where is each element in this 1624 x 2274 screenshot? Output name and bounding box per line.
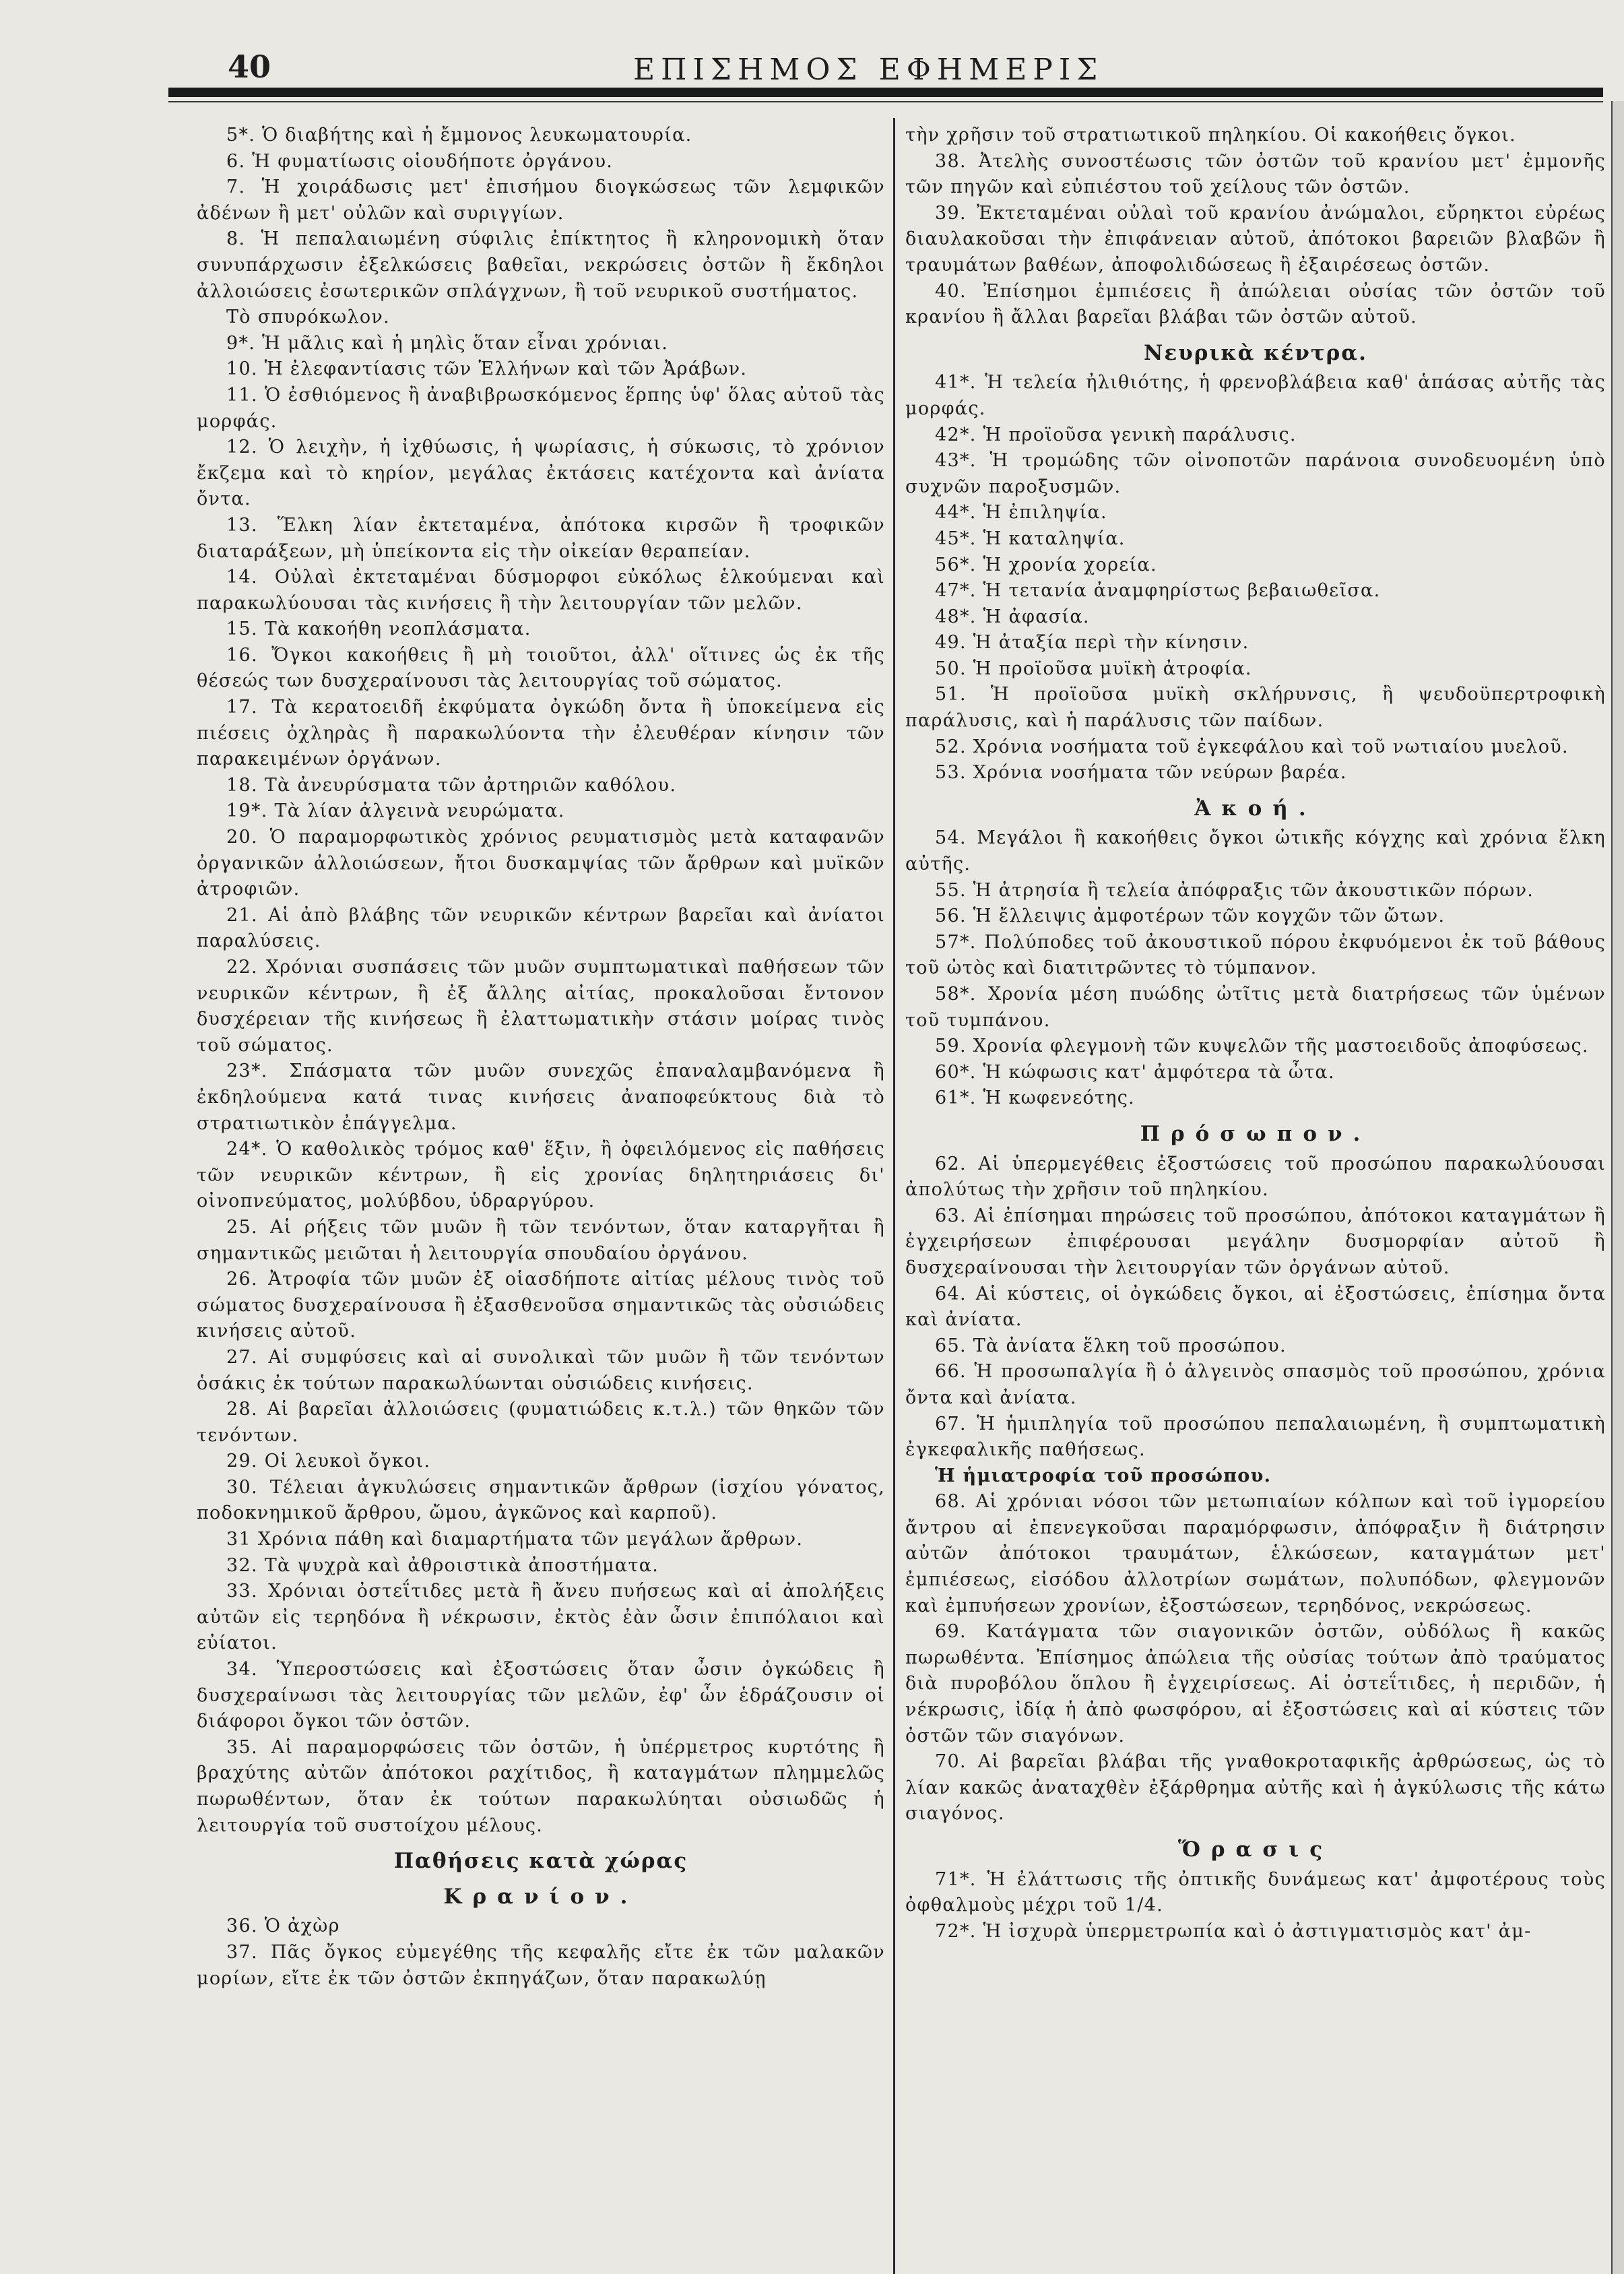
section-heading: Πρόσωπον. bbox=[1140, 1121, 1371, 1146]
list-item: 50. Ἡ προϊοῦσα μυϊκὴ ἀτροφία. bbox=[935, 658, 1252, 679]
list-item: 24*. Ὁ καθολικὸς τρόμος καθ' ἕξιν, ἢ ὀφειλόμενος εἰς παθήσεις τῶν νευρικῶν κέντρων, ἢ εἰς χρονίας δηλητηριάσεις δι' οἰνοπνεύματος, μολύβδου, ὑδραργύρου. bbox=[197, 1139, 885, 1212]
list-item: 51. Ἡ προϊοῦσα μυϊκὴ σκλήρυνσις, ἢ ψευδοϋπερτροφικὴ παράλυσις, καὶ ἡ παράλυσις τῶν παίδων. bbox=[905, 684, 1606, 732]
list-item: 42*. Ἡ προϊοῦσα γενικὴ παράλυσις. bbox=[935, 424, 1297, 445]
list-item: 22. Χρόνιαι συσπάσεις τῶν μυῶν συμπτωματικαὶ παθήσεων τῶν νευρικῶν κέντρων, ἢ ἐξ ἄλλης αἰτίας, προκαλοῦσαι ἔντονον δυσχέρειαν τῆς κινήσεως ἢ ἐλαττωματικὴν στάσιν μοίρας τινὸς τοῦ σώματος. bbox=[197, 957, 885, 1056]
list-item: 36. Ὁ ἀχὼρ bbox=[226, 1916, 340, 1937]
left-column bbox=[197, 123, 885, 1992]
list-item: 67. Ἡ ἡμιπληγία τοῦ προσώπου πεπαλαιωμένη, ἢ συμπτωματικὴ ἐγκεφαλικῆς παθήσεως. bbox=[905, 1413, 1606, 1461]
list-item: 68. Αἱ χρόνιαι νόσοι τῶν μετωπιαίων κόλπων καὶ τοῦ ἰγμορείου ἄντρου αἱ ἐπενεγκοῦσαι παραμόρφωσιν, ἀπόφραξιν ἢ διάτρησιν αὐτῶν ἀπότοκοι τραυμάτων, ἑλκώσεων, καταγμάτων μετ' ἐμπιέσεως, εἰσόδου ἀλλοτρίων σωμάτων, πολυπόδων, φλεγμονῶν καὶ ἐμπυήσεων χρονίων, ἐξοστώσεων, τερηδόνος, νεκρώσεως. bbox=[905, 1491, 1606, 1616]
list-item: 64. Αἱ κύστεις, οἱ ὀγκώδεις ὄγκοι, αἱ ἐξοστώσεις, ἐπίσημα ὄντα καὶ ἀνίατα. bbox=[905, 1283, 1606, 1331]
list-item: 56*. Ἡ χρονία χορεία. bbox=[935, 554, 1157, 575]
right-column bbox=[905, 123, 1606, 1945]
list-item: 16. Ὄγκοι κακοήθεις ἢ μὴ τοιοῦτοι, ἀλλ' οἵτινες ὡς ἐκ τῆς θέσεώς των δυσχεραίνουσι τὰς λειτουργίας τοῦ σώματος. bbox=[197, 644, 885, 692]
list-item: 48*. Ἡ ἀφασία. bbox=[935, 606, 1090, 627]
list-item: 62. Αἱ ὑπερμεγέθεις ἐξοστώσεις τοῦ προσώπου παρακωλύουσαι ἀπολύτως τὴν χρῆσιν τοῦ πηληκίου. bbox=[905, 1153, 1606, 1201]
list-item: 7. Ἡ χοιράδωσις μετ' ἐπισήμου διογκώσεως τῶν λεμφικῶν ἀδένων ἢ μετ' οὐλῶν καὶ συριγγίων. bbox=[197, 177, 885, 224]
list-item: 71*. Ἡ ἐλάττωσις τῆς ὀπτικῆς δυνάμεως κατ' ἀμφοτέρους τοὺς ὀφθαλμοὺς μέχρι τοῦ 1/4. bbox=[905, 1868, 1606, 1916]
list-item: 23*. Σπάσματα τῶν μυῶν συνεχῶς ἐπαναλαμβανόμενα ἢ ἐκδηλούμενα κατά τινας κινήσεις ἀναποφεύκτους διὰ τὸ στρατιωτικὸν ἐπάγγελμα. bbox=[197, 1061, 885, 1134]
list-item: 12. Ὁ λειχὴν, ἡ ἰχθύωσις, ἡ ψωρίασις, ἡ σύκωσις, τὸ χρόνιον ἔκζεμα καὶ τὸ κηρίον, μεγάλας ἐκτάσεις κατέχοντα καὶ ἀνίατα ὄντα. bbox=[197, 437, 885, 510]
continued-paragraph: τὴν χρῆσιν τοῦ στρατιωτικοῦ πηληκίου. Οἱ κακοήθεις ὄγκοι. bbox=[905, 125, 1516, 146]
section-heading: Ἀκοή. bbox=[1194, 796, 1317, 821]
list-item: 63. Αἱ ἐπίσημαι πηρώσεις τοῦ προσώπου, ἀπότοκοι καταγμάτων ἢ ἐγχειρήσεων ἐπιφέρουσαι μεγάλην δυσμορφίαν αὐτοῦ ἢ δυσχεραίνουσαι τὴν λειτουργίαν τῶν ὀργάνων αὐτοῦ. bbox=[905, 1205, 1606, 1278]
list-item: 9*. Ἡ μᾶλις καὶ ἡ μηλὶς ὅταν εἶναι χρόνιαι. bbox=[226, 332, 669, 354]
list-item: 20. Ὁ παραμορφωτικὸς χρόνιος ρευματισμὸς μετὰ καταφανῶν ὀργανικῶν ἀλλοιώσεων, ἤτοι δυσκαμψίας τῶν ἄρθρων καὶ μυϊκῶν ἀτροφιῶν. bbox=[197, 827, 885, 900]
list-item: 65. Τὰ ἀνίατα ἕλκη τοῦ προσώπου. bbox=[935, 1335, 1287, 1356]
list-item: 45*. Ἡ καταληψία. bbox=[935, 528, 1126, 549]
list-item: 30. Τέλειαι ἀγκυλώσεις σημαντικῶν ἄρθρων (ἰσχίου γόνατος, ποδοκνημικοῦ ἄρθρου, ὤμου, ἀγκῶνος καὶ καρποῦ). bbox=[197, 1476, 885, 1524]
list-item: 32. Τὰ ψυχρὰ καὶ ἀθροιστικὰ ἀποστήματα. bbox=[226, 1554, 659, 1576]
list-item: 8. Ἡ πεπαλαιωμένη σύφιλις ἐπίκτητος ἢ κληρονομικὴ ὅταν συνυπάρχωσιν ἐξελκώσεις βαθεῖαι, νεκρώσεις ὀστῶν ἢ ἔκδηλοι ἀλλοιώσεις ἐσωτερικῶν σπλάγχνων, ἢ τοῦ νευρικοῦ συστήματος. bbox=[197, 228, 885, 302]
list-item: 44*. Ἡ ἐπιληψία. bbox=[935, 502, 1107, 524]
list-item: 18. Τὰ ἀνευρύσματα τῶν ἀρτηριῶν καθόλου. bbox=[226, 774, 677, 796]
list-item: 47*. Ἡ τετανία ἀναμφηρίστως βεβαιωθεῖσα. bbox=[935, 580, 1381, 602]
list-item: 52. Χρόνια νοσήματα τοῦ ἐγκεφάλου καὶ τοῦ νωτιαίου μυελοῦ. bbox=[935, 736, 1569, 757]
list-item: 55. Ἡ ἀτρησία ἢ τελεία ἀπόφραξις τῶν ἀκουστικῶν πόρων. bbox=[935, 879, 1534, 901]
list-item: 72*. Ἡ ἰσχυρὰ ὑπερμετρωπία καὶ ὁ ἀστιγματισμὸς κατ' ἀμ- bbox=[935, 1920, 1532, 1942]
header-rule-thin bbox=[168, 101, 1603, 102]
list-item: 40. Ἐπίσημοι ἐμπιέσεις ἢ ἀπώλειαι οὐσίας τῶν ὀστῶν τοῦ κρανίου ἢ ἄλλαι βαρεῖαι βλάβαι τῶν ὀστῶν αὐτοῦ. bbox=[905, 280, 1606, 328]
list-item: 56. Ἡ ἔλλειψις ἀμφοτέρων τῶν κογχῶν τῶν ὤτων. bbox=[935, 906, 1446, 927]
list-item: 31 Χρόνια πάθη καὶ διαμαρτήματα τῶν μεγάλων ἄρθρων. bbox=[226, 1529, 804, 1550]
section-heading: Ὅρασις bbox=[1177, 1837, 1334, 1862]
list-item: 28. Αἱ βαρεῖαι ἀλλοιώσεις (φυματιώδεις κ.τ.λ.) τῶν θηκῶν τῶν τενόντων. bbox=[197, 1399, 885, 1446]
list-item: 61*. Ἡ κωφενεότης. bbox=[935, 1087, 1136, 1109]
subheading: Ἡ ἡμιατροφία τοῦ προσώπου. bbox=[935, 1465, 1272, 1486]
list-item: 66. Ἡ προσωπαλγία ἢ ὁ ἀλγεινὸς σπασμὸς τοῦ προσώπου, χρόνια ὄντα καὶ ἀνίατα. bbox=[905, 1361, 1606, 1408]
list-item: 15. Τὰ κακοήθη νεοπλάσματα. bbox=[226, 619, 531, 640]
adjacent-page-edge bbox=[1611, 101, 1624, 2274]
list-item: 25. Αἱ ρήξεις τῶν μυῶν ἢ τῶν τενόντων, ὅταν καταργῆται ἢ σημαντικῶς μειῶται ἡ λειτουργία σπουδαίου ὀργάνου. bbox=[197, 1216, 885, 1264]
list-item: 38. Ἀτελὴς συνοστέωσις τῶν ὀστῶν τοῦ κρανίου μετ' ἐμμονῆς τῶν πηγῶν καὶ εὐπιέστου τοῦ χείλους τῶν ὀστῶν. bbox=[905, 150, 1606, 198]
list-item: 54. Μεγάλοι ἢ κακοήθεις ὄγκοι ὠτικῆς κόγχης καὶ χρόνια ἕλκη αὐτῆς. bbox=[905, 827, 1606, 875]
list-item: 58*. Χρονία μέση πυώδης ὠτῖτις μετὰ διατρήσεως τῶν ὑμένων τοῦ τυμπάνου. bbox=[905, 984, 1606, 1031]
header-rule bbox=[168, 88, 1603, 97]
list-item: 49. Ἡ ἀταξία περὶ τὴν κίνησιν. bbox=[935, 632, 1249, 654]
list-item: 34. Ὑπεροστώσεις καὶ ἐξοστώσεις ὅταν ὦσιν ὀγκώδεις ἢ δυσχεραίνωσι τὰς λειτουργίας τῶν μελῶν, ἐφ' ὧν ἑδράζουσιν οἱ διάφοροι ὄγκοι τῶν ὀστῶν. bbox=[197, 1659, 885, 1732]
list-item: 60*. Ἡ κώφωσις κατ' ἀμφότερα τὰ ὦτα. bbox=[935, 1061, 1335, 1083]
section-heading: Νευρικὰ κέντρα. bbox=[1144, 340, 1367, 365]
list-item: 10. Ἡ ἐλεφαντίασις τῶν Ἑλλήνων καὶ τῶν Ἀράβων. bbox=[226, 358, 748, 380]
list-item: 27. Αἱ συμφύσεις καὶ αἱ συνολικαὶ τῶν μυῶν ἢ τῶν τενόντων ὁσάκις ἐκ τούτων παρακωλύωνται οὐσιώδεις κινήσεις. bbox=[197, 1346, 885, 1394]
list-item: 57*. Πολύποδες τοῦ ἀκουστικοῦ πόρου ἐκφυόμενοι ἐκ τοῦ βάθους τοῦ ὠτὸς καὶ διατιτρῶντες τὸ τύμπανον. bbox=[905, 931, 1606, 979]
list-item: 26. Ἀτροφία τῶν μυῶν ἐξ οἱασδήποτε αἰτίας μέλους τινὸς τοῦ σώματος δυσχεραίνουσα ἢ ἐξασθενοῦσα σημαντικῶς τὰς οὐσιώδεις κινήσεις αὐτοῦ. bbox=[197, 1269, 885, 1342]
list-item: 35. Αἱ παραμορφώσεις τῶν ὀστῶν, ἡ ὑπέρμετρος κυρτότης ἢ βραχύτης αὐτῶν ἀπότοκοι ραχίτιδος, ἢ καταγμάτων πλημμελῶς πωρωθέντων, ὅταν ἐκ τούτων παρακωλύηται οὐσιωδῶς ἡ λειτουργία τοῦ συστοίχου μέλους. bbox=[197, 1736, 885, 1836]
list-item: 70. Αἱ βαρεῖαι βλάβαι τῆς γναθοκροταφικῆς ἀρθρώσεως, ὡς τὸ λίαν κακῶς ἀναταχθὲν ἐξάρθρημα αὐτῆς καὶ ἡ ἀγκύλωσις τῆς κάτω σιαγόνος. bbox=[905, 1751, 1606, 1825]
list-item: 19*. Τὰ λίαν ἀλγεινὰ νευρώματα. bbox=[226, 800, 565, 822]
list-item: 29. Οἱ λευκοὶ ὄγκοι. bbox=[226, 1451, 431, 1472]
list-item: 11. Ὁ ἐσθιόμενος ἢ ἀναβιβρωσκόμενος ἕρπης ὑφ' ὅλας αὐτοῦ τὰς μορφάς. bbox=[197, 384, 885, 432]
list-item: 41*. Ἡ τελεία ἠλιθιότης, ἡ φρενοβλάβεια καθ' ἁπάσας αὐτῆς τὰς μορφάς. bbox=[905, 372, 1606, 419]
list-item: 21. Αἱ ἀπὸ βλάβης τῶν νευρικῶν κέντρων βαρεῖαι καὶ ἀνίατοι παραλύσεις. bbox=[197, 904, 885, 952]
list-item: 17. Τὰ κερατοειδῆ ἐκφύματα ὀγκώδη ὄντα ἢ ὑποκείμενα εἰς πιέσεις ὀχληρὰς ἢ παρακωλύοντα τὴν ἐλευθέραν κίνησιν τῶν παρακειμένων ὀργάνων. bbox=[197, 697, 885, 770]
list-item: 43*. Ἡ τρομώδης τῶν οἰνοποτῶν παράνοια συνοδευομένη ὑπὸ συχνῶν παροξυσμῶν. bbox=[905, 450, 1606, 497]
list-item: 39. Ἐκτεταμέναι οὐλαὶ τοῦ κρανίου ἀνώμαλοι, εὔρηκτοι εὐρέως διαυλακοῦσαι τὴν ἐπιφάνειαν αὐτοῦ, ἀπότοκοι βαρειῶν βλαβῶν ἢ τραυμάτων βαθέων, ἀποφολιδώσεως ἢ ἐξαιρέσεως ὀστῶν. bbox=[905, 202, 1606, 276]
section-heading: Παθήσεις κατὰ χώρας bbox=[393, 1849, 688, 1874]
list-item: 53. Χρόνια νοσήματα τῶν νεύρων βαρέα. bbox=[935, 762, 1347, 784]
list-item: 14. Οὐλαὶ ἐκτεταμέναι δύσμορφοι εὐκόλως ἑλκούμεναι καὶ παρακωλύουσαι τὰς κινήσεις ἢ τὴν λειτουργίαν τῶν μελῶν. bbox=[197, 567, 885, 614]
list-item: 6. Ἡ φυματίωσις οἱουδήποτε ὀργάνου. bbox=[226, 150, 614, 172]
page-number: 40 bbox=[228, 49, 271, 85]
list-item: 13. Ἕλκη λίαν ἐκτεταμένα, ἀπότοκα κιρσῶν ἢ τροφικῶν διαταράξεων, μὴ ὑπείκοντα εἰς τὴν οἰκείαν θεραπείαν. bbox=[197, 514, 885, 562]
list-item: 37. Πᾶς ὄγκος εὐμεγέθης τῆς κεφαλῆς εἴτε ἐκ τῶν μαλακῶν μορίων, εἴτε ἐκ τῶν ὀστῶν ἐκπηγάζων, ὅταν παρακωλύῃ bbox=[197, 1941, 885, 1989]
list-item: Τὸ σπυρόκωλον. bbox=[226, 307, 391, 328]
list-item: 5*. Ὁ διαβήτης καὶ ἡ ἔμμονος λευκωματουρία. bbox=[226, 125, 692, 146]
column-divider bbox=[893, 118, 895, 2274]
newspaper-title: ΕΠΙΣΗΜΟΣ ΕΦΗΜΕΡΙΣ bbox=[633, 53, 1104, 87]
list-item: 33. Χρόνιαι ὀστεΐτιδες μετὰ ἢ ἄνευ πυήσεως καὶ αἱ ἀπολήξεις αὐτῶν εἰς τερηδόνα ἢ νέκρωσιν, ἐκτὸς ἐὰν ὦσιν ἐπιπόλαιοι καὶ εὐίατοι. bbox=[197, 1581, 885, 1654]
list-item: 59. Χρονία φλεγμονὴ τῶν κυψελῶν τῆς μαστοειδοῦς ἀποφύσεως. bbox=[935, 1036, 1589, 1057]
list-item: 69. Κατάγματα τῶν σιαγονικῶν ὀστῶν, οὐδόλως ἢ κακῶς πωρωθέντα. Ἐπίσημος ἀπώλεια τῆς οὐσίας τούτων ἀπὸ τραύματος διὰ πυροβόλου ὅπλου ἢ ἐγχειρίσεως. Αἱ ὀστεΐτιδες, ἡ περιδῶν, ἡ νέκρωσις, ἰδίᾳ ἡ ἀπὸ φωσφόρου, αἱ ἐξοστώσεις καὶ αἱ κύστεις τῶν ὀστῶν τῶν σιαγόνων. bbox=[905, 1621, 1606, 1746]
section-heading: Κρανίον. bbox=[443, 1884, 639, 1909]
